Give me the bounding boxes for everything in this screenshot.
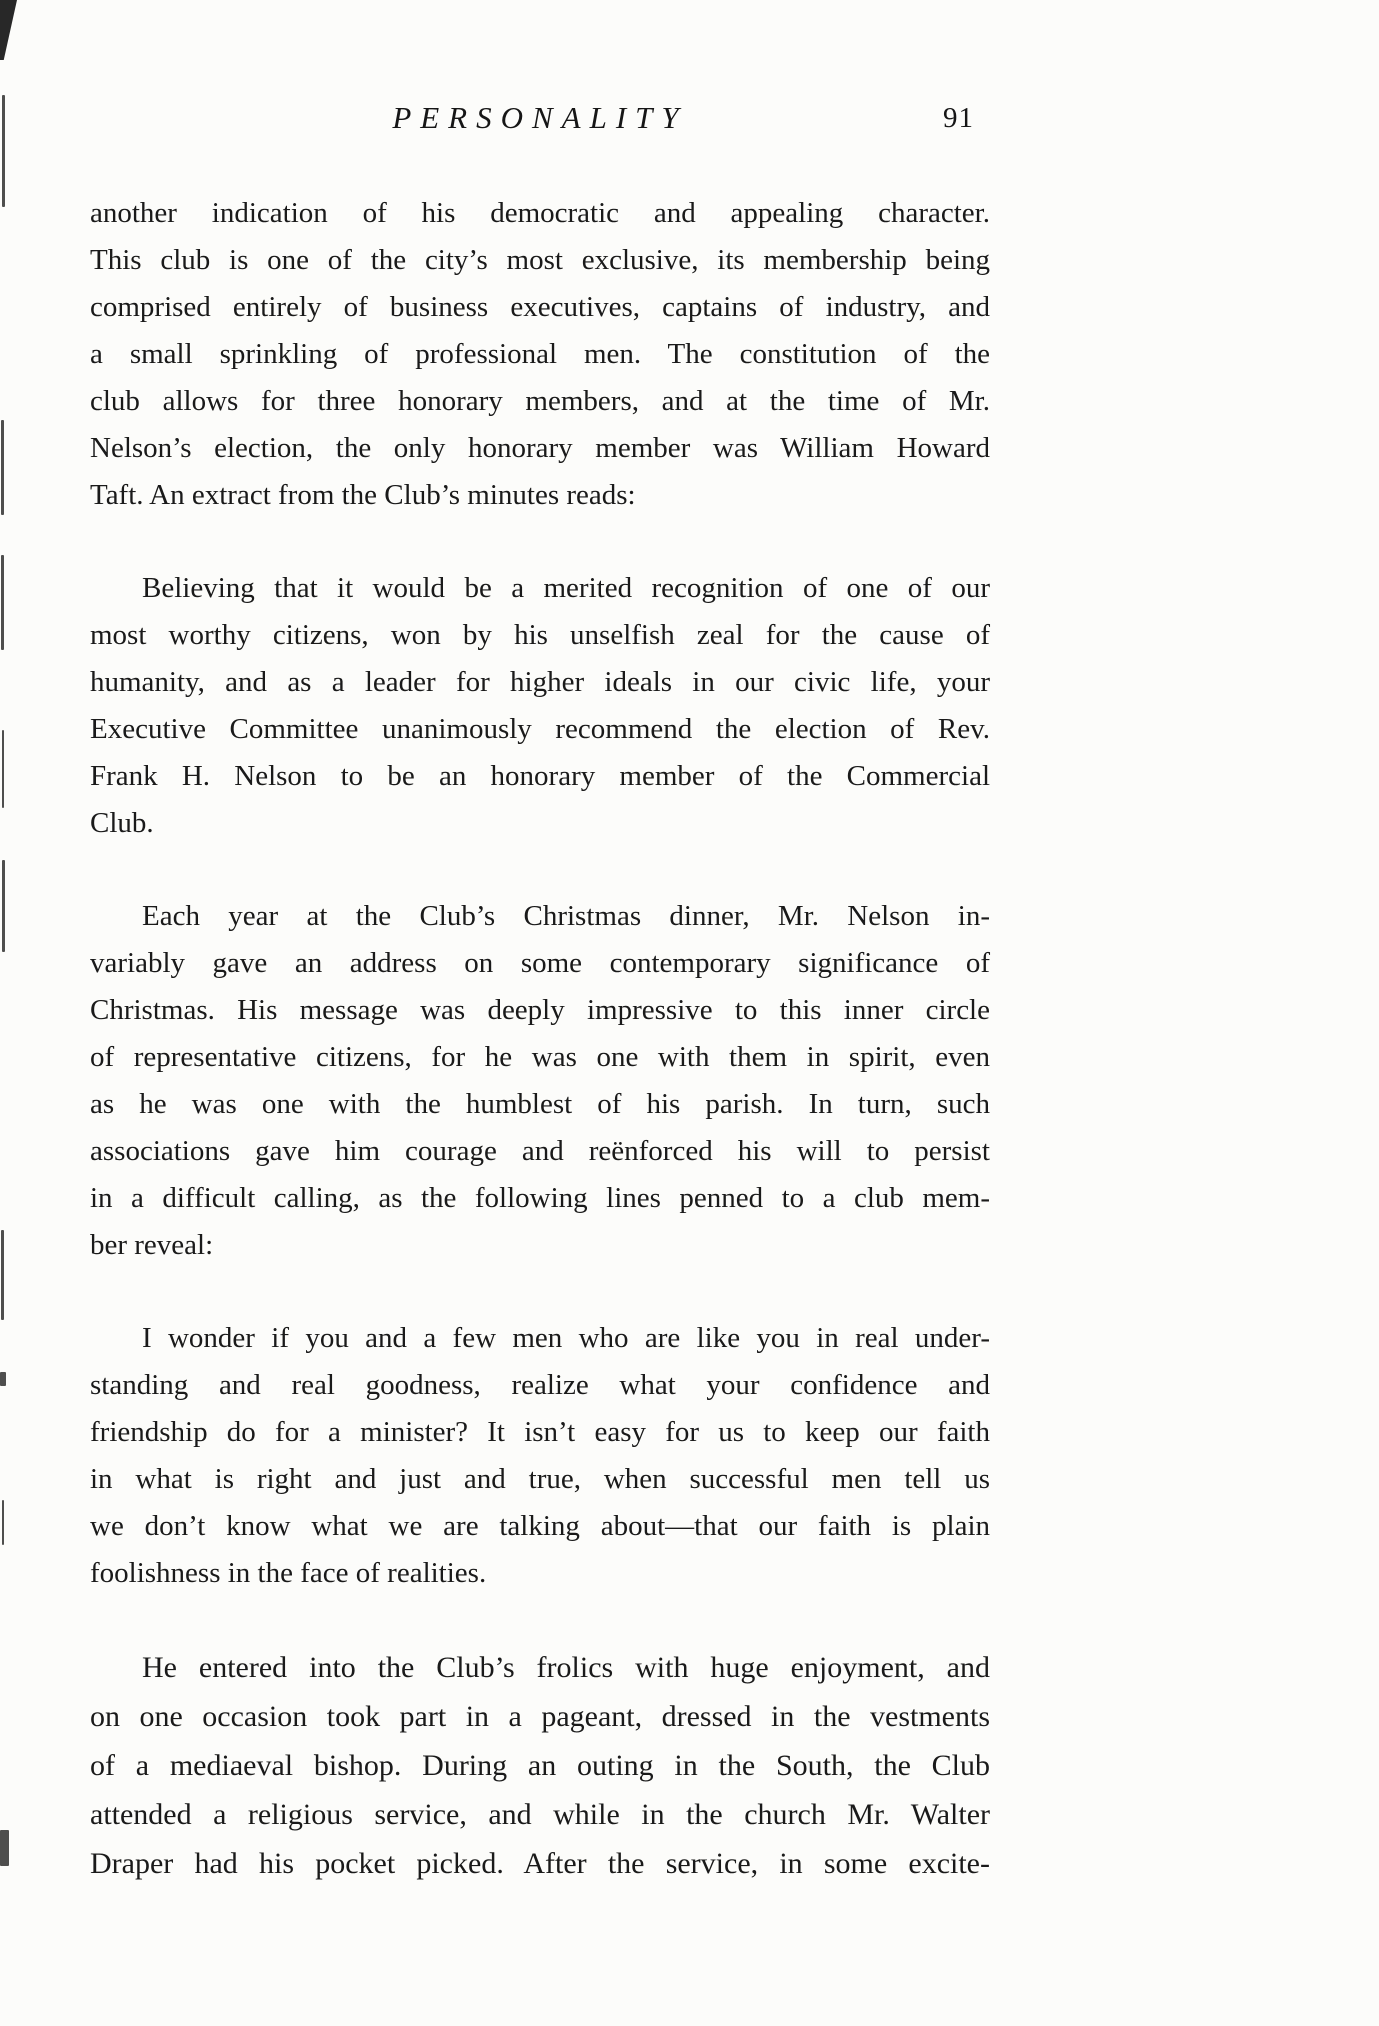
- text-line: Nelson’s election, the only honorary member was William Howard: [90, 432, 990, 464]
- opening-paragraph: [90, 190, 990, 519]
- scan-artifact: [0, 0, 17, 60]
- text-line: I wonder if you and a few men who are like you in real under-: [142, 1322, 990, 1354]
- text-line: of a mediaeval bishop. During an outing in the South, the Club: [90, 1749, 990, 1782]
- scan-artifact: [2, 730, 4, 808]
- text-line: we don’t know what we are talking about—that our faith is plain: [90, 1510, 990, 1542]
- letter-excerpt-quote: [90, 1315, 990, 1597]
- scan-artifact: [2, 95, 5, 207]
- minutes-extract-quote: [90, 565, 990, 847]
- text-line: in what is right and just and true, when successful men tell us: [90, 1463, 990, 1495]
- text-line: variably gave an address on some contemporary significance of: [90, 947, 990, 979]
- text-line: Frank H. Nelson to be an honorary member of the Commercial: [90, 760, 990, 792]
- text-line: in a difficult calling, as the following lines penned to a club mem-: [90, 1182, 990, 1214]
- scan-artifact: [1, 420, 4, 515]
- text-line: of representative citizens, for he was one with them in spirit, even: [90, 1041, 990, 1073]
- christmas-dinner-paragraph: [90, 893, 990, 1269]
- closing-paragraph: [90, 1643, 990, 1888]
- text-line: standing and real goodness, realize what your confidence and: [90, 1369, 990, 1401]
- text-line: associations gave him courage and reënforced his will to persist: [90, 1135, 990, 1167]
- text-line: Club.: [90, 807, 154, 839]
- running-head: PERSONALITY: [392, 100, 688, 135]
- text-line: most worthy citizens, won by his unselfish zeal for the cause of: [90, 619, 990, 651]
- text-line: another indication of his democratic and appealing character.: [90, 197, 990, 229]
- text-line: as he was one with the humblest of his parish. In turn, such: [90, 1088, 990, 1120]
- scan-artifact: [1, 1230, 4, 1320]
- text-line: Taft. An extract from the Club’s minutes reads:: [90, 479, 636, 511]
- text-block: [90, 190, 990, 1888]
- text-line: This club is one of the city’s most exclusive, its membership being: [90, 244, 990, 276]
- scan-artifact: [2, 1500, 4, 1545]
- text-line: foolishness in the face of realities.: [90, 1557, 487, 1589]
- text-line: on one occasion took part in a pageant, dressed in the vestments: [90, 1700, 990, 1733]
- text-line: ber reveal:: [90, 1229, 214, 1261]
- text-line: attended a religious service, and while in the church Mr. Walter: [90, 1798, 990, 1831]
- scan-artifact: [2, 860, 5, 952]
- page-number: 91: [943, 102, 974, 134]
- text-line: friendship do for a minister? It isn’t easy for us to keep our faith: [90, 1416, 990, 1448]
- text-line: comprised entirely of business executives, captains of industry, and: [90, 291, 990, 323]
- text-line: Christmas. His message was deeply impressive to this inner circle: [90, 994, 990, 1026]
- text-line: Believing that it would be a merited recognition of one of our: [142, 572, 990, 604]
- text-line: Each year at the Club’s Christmas dinner, Mr. Nelson in-: [142, 900, 990, 932]
- scan-artifact: [0, 1372, 6, 1386]
- text-line: He entered into the Club’s frolics with huge enjoyment, and: [142, 1651, 990, 1684]
- scan-artifact: [1, 555, 4, 650]
- text-line: a small sprinkling of professional men. The constitution of the: [90, 338, 990, 370]
- text-line: club allows for three honorary members, and at the time of Mr.: [90, 385, 990, 417]
- scan-artifact: [0, 1830, 9, 1866]
- page-header: [90, 100, 990, 144]
- text-line: Draper had his pocket picked. After the service, in some excite-: [90, 1847, 990, 1880]
- text-line: Executive Committee unanimously recommend the election of Rev.: [90, 713, 990, 745]
- text-line: humanity, and as a leader for higher ideals in our civic life, your: [90, 666, 990, 698]
